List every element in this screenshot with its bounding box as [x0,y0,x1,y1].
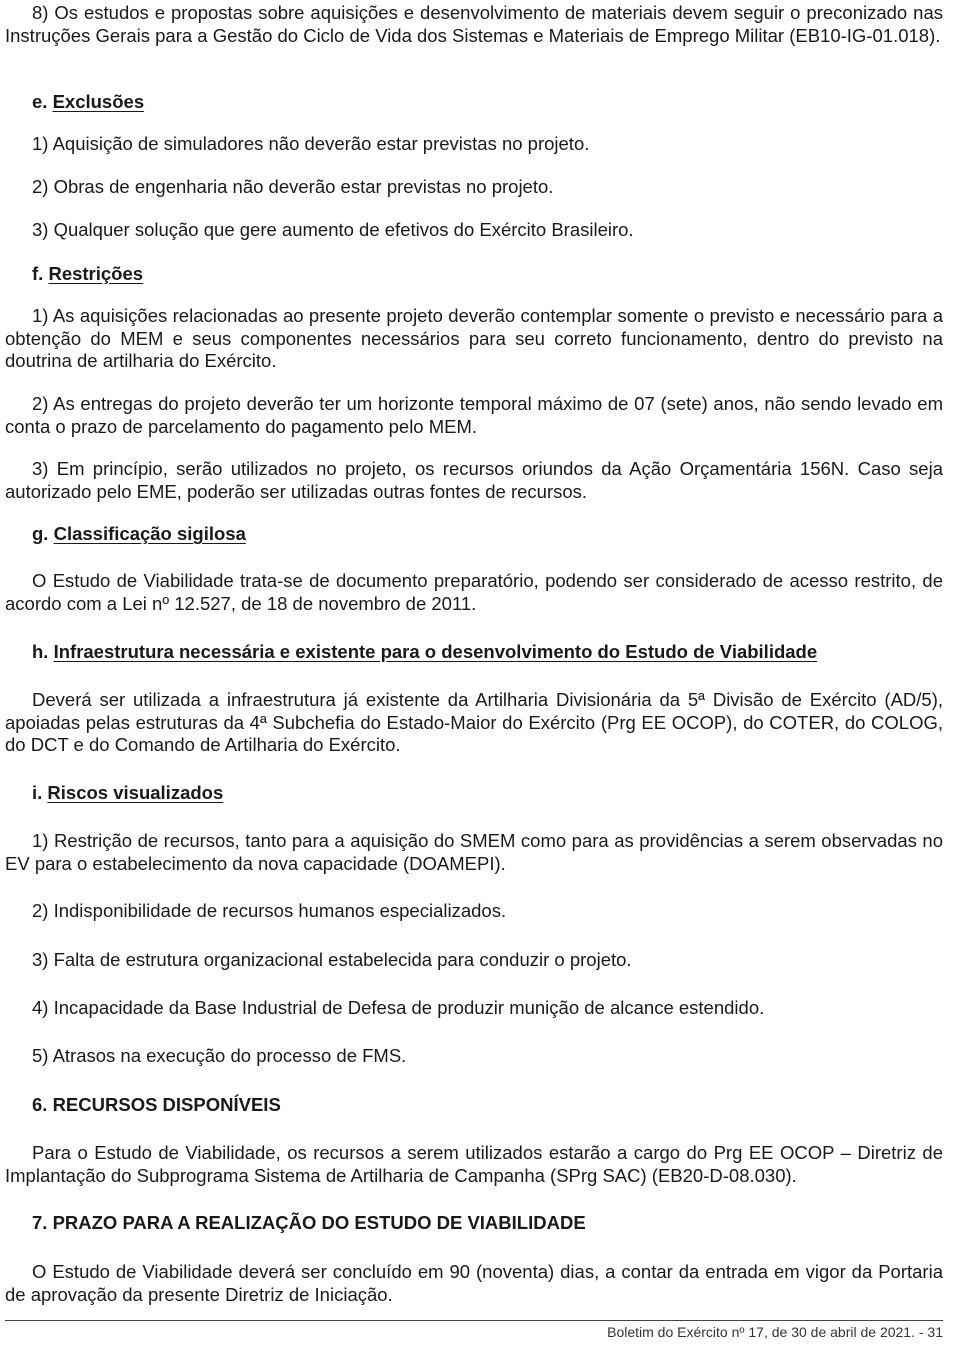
section-i-heading [5,782,943,805]
risk-item-1: 1) Restrição de recursos, tanto para a aquisição do SMEM como para as providências a serem observadas no EV para o estabelecimento da nova capacidade (DOAMEPI). [5,830,943,874]
restriction-item-2: 2) As entregas do projeto deverão ter um horizonte temporal máximo de 07 (sete) anos, não sendo levado em conta o prazo de parcelamento do pagamento pelo MEM. [5,393,943,437]
section-h-text: Deverá ser utilizada a infraestrutura já existente da Artilharia Divisionária da 5ª Divisão de Exército (AD/5), apoiadas pelas estruturas da 4ª Subchefia do Estado-Maior do Exército (Prg EE OCOP), do COTER, do COLOG, do DCT e do Comando de Artilharia do Exército. [5,689,943,755]
section-h-title: Infraestrutura necessária e existente para o desenvolvimento do Estudo de Viabilidade [53,641,818,662]
section-7-heading: 7. PRAZO PARA A REALIZAÇÃO DO ESTUDO DE VIABILIDADE [32,1212,586,1233]
section-f-heading [5,263,943,286]
section-i-title: Riscos visualizados [47,782,224,803]
section-e-heading [5,91,943,114]
section-g-title: Classificação sigilosa [53,523,246,544]
risk-item-3: 3) Falta de estrutura organizacional estabelecida para conduzir o projeto. [32,949,632,970]
section-g-letter: g. [32,523,49,544]
paragraph-8: 8) Os estudos e propostas sobre aquisições e desenvolvimento de materiais devem seguir o preconizado nas Instruções Gerais para a Gestão do Ciclo de Vida dos Sistemas e Materiais de Emprego Militar (EB10-IG-01.018). [5,2,943,46]
exclusion-item-2: 2) Obras de engenharia não deverão estar previstas no projeto. [32,176,554,197]
risk-item-2: 2) Indisponibilidade de recursos humanos especializados. [32,900,507,921]
section-6-heading: 6. RECURSOS DISPONÍVEIS [32,1094,281,1115]
restriction-item-3: 3) Em princípio, serão utilizados no projeto, os recursos oriundos da Ação Orçamentária 156N. Caso seja autorizado pelo EME, poderão ser utilizadas outras fontes de recursos. [5,458,943,502]
restriction-item-1: 1) As aquisições relacionadas ao presente projeto deverão contemplar somente o previsto e necessário para a obtenção do MEM e seus componentes necessários para seu correto funcionamento, dentro do previsto na doutrina de artilharia do Exército. [5,305,943,371]
footer-divider [5,1320,943,1321]
section-f-title: Restrições [48,263,144,284]
section-e-title: Exclusões [52,91,145,112]
section-e-letter: e. [32,91,48,112]
section-i-letter: i. [32,782,43,803]
exclusion-item-1: 1) Aquisição de simuladores não deverão estar previstas no projeto. [32,133,590,154]
section-7-text: O Estudo de Viabilidade deverá ser concluído em 90 (noventa) dias, a contar da entrada em vigor da Portaria de aprovação da presente Diretriz de Iniciação. [5,1261,943,1305]
risk-item-4: 4) Incapacidade da Base Industrial de Defesa de produzir munição de alcance estendido. [32,997,765,1018]
exclusion-item-3: 3) Qualquer solução que gere aumento de efetivos do Exército Brasileiro. [32,219,634,240]
section-6-text: Para o Estudo de Viabilidade, os recursos a serem utilizados estarão a cargo do Prg EE OCOP – Diretriz de Implantação do Subprograma Sistema de Artilharia de Campanha (SPrg SAC) (EB20-D-08.030). [5,1142,943,1186]
section-g-text: O Estudo de Viabilidade trata-se de documento preparatório, podendo ser considerado de acesso restrito, de acordo com a Lei nº 12.527, de 18 de novembro de 2011. [5,570,943,614]
section-f-letter: f. [32,263,44,284]
section-h-letter: h. [32,641,49,662]
page-footer: Boletim do Exército nº 17, de 30 de abril de 2021. - 31 [607,1324,943,1340]
risk-item-5: 5) Atrasos na execução do processo de FMS. [32,1045,407,1066]
section-h-heading [5,641,943,664]
section-g-heading [5,523,943,546]
